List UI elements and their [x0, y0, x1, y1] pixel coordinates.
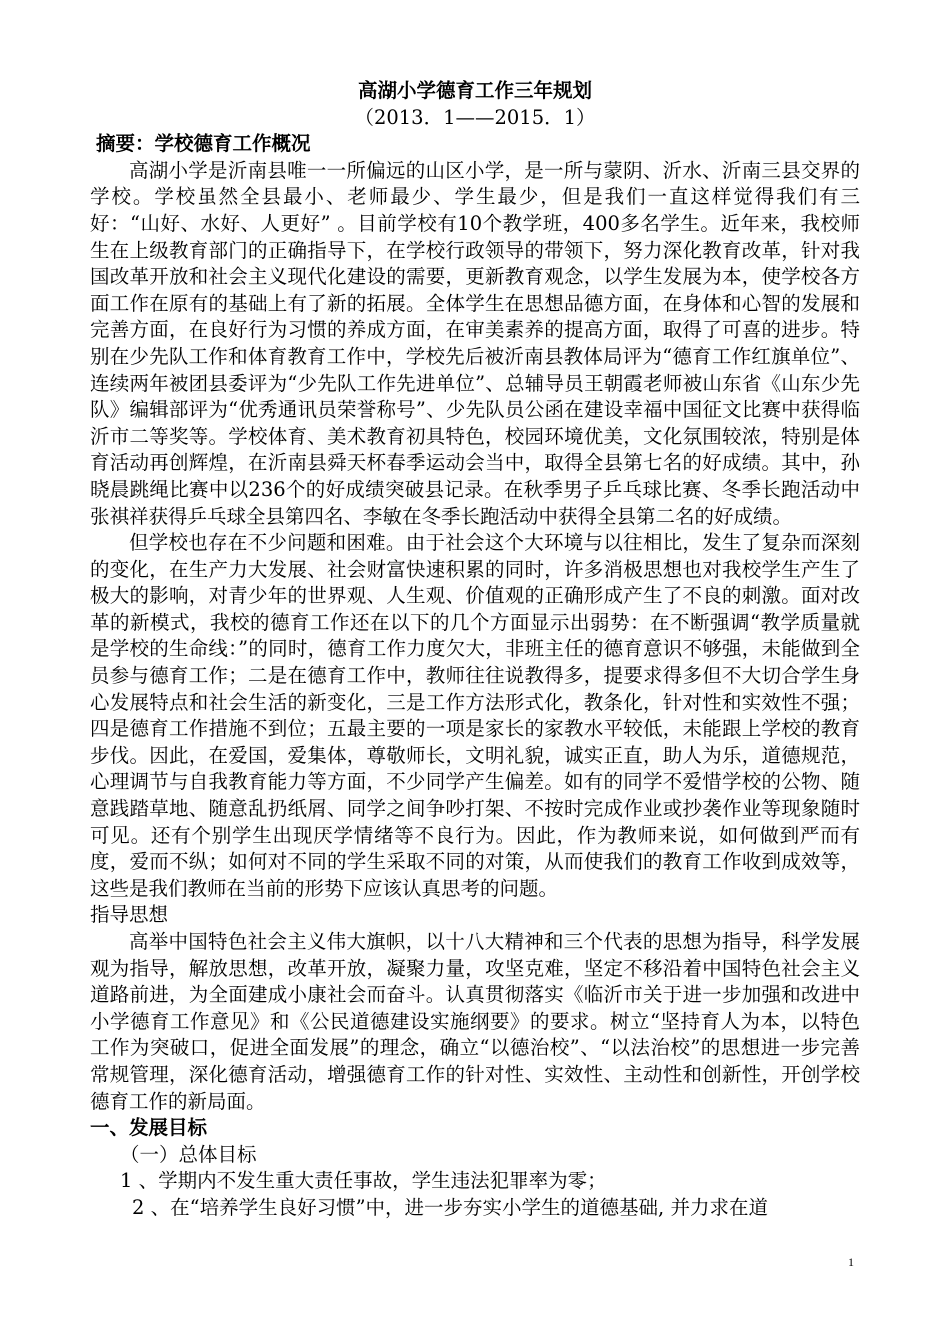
- summary-paragraph-1: 高湖小学是沂南县唯一一所偏远的山区小学，是一所与蒙阴、沂水、沂南三县交界的学校。学校虽然全县最小、老师最少、学生最少，但是我们一直这样觉得我们有三好：“山好、水好、人更好” 。目前学校有10个教学班，400多名学生。近年来，我校师生在上级教育部门的正确指导下，在学校行政领导的带领下，努力深化教育改革，针对我国改革开放和社会主义现代化建设的需要，更新教育观念，以学生发展为本，使学校各方面工作在原有的基础上有了新的拓展。全体学生在思想品德方面，在身体和心智的发展和完善方面，在良好行为习惯的养成方面，在审美素养的提高方面，取得了可喜的进步。特别在少先队工作和体育教育工作中，学校先后被沂南县教体局评为“德育工作红旗单位”、连续两年被团县委评为“少先队工作先进单位”、总辅导员王朝霞老师被山东省《山东少先队》编辑部评为“优秀通讯员荣誉称号”、少先队员公函在建设幸福中国征文比赛中获得临沂市二等奖等。学校体育、美术教育初具特色，校园环境优美，文化氛围较浓，特别是体育活动再创辉煌，在沂南县舜天杯春季运动会当中，取得全县第七名的好成绩。其中，孙晓晨跳绳比赛中以236个的好成绩突破县记录。在秋季男子乒乓球比赛、冬季长跑活动中张祺祥获得乒乓球全县第四名、李敏在冬季长跑活动中获得全县第二名的好成绩。: [90, 158, 860, 528]
- summary-paragraph-2: 但学校也存在不少问题和困难。由于社会这个大环境与以往相比，发生了复杂而深刻的变化，在生产力大发展、社会财富快速积累的同时，许多消极思想也对我校学生产生了极大的影响，对青少年的世界观、人生观、价值观的正确形成产生了不良的刺激。面对改革的新模式，我校的德育工作还在以下的几个方面显示出弱势：在不断强调“教学质量就是学校的生命线：”的同时，德育工作力度欠大，非班主任的德育意识不够强，未能做到全员参与德育工作；二是在德育工作中，教师往往说教得多，提要求得多但不大切合学生身心发展特点和社会生活的新变化，三是工作方法形式化，教条化，针对性和实效性不强；四是德育工作措施不到位；五最主要的一项是家长的家教水平较低，未能跟上学校的教育步伐。因此，在爱国，爱集体，尊敬师长，文明礼貌，诚实正直，助人为乐，道德规范，心理调节与自我教育能力等方面，不少同学产生偏差。如有的同学不爱惜学校的公物、随意践踏草地、随意乱扔纸屑、同学之间争吵打架、不按时完成作业或抄袭作业等现象随时可见。还有个别学生出现厌学情绪等不良行为。因此，作为教师来说，如何做到严而有度，爱而不纵；如何对不同的学生采取不同的对策，从而使我们的教育工作收到成效等，这些是我们教师在当前的形势下应该认真思考的问题。: [90, 531, 860, 900]
- page-subtitle: （2013．1——2015．1）: [354, 105, 596, 129]
- summary-heading: 摘要：学校德育工作概况: [96, 132, 311, 156]
- page-number: 1: [848, 1255, 854, 1269]
- guiding-heading: 指导思想: [90, 903, 169, 927]
- list-item: 1 、学期内不发生重大责任事故，学生违法犯罪率为零；: [120, 1169, 607, 1193]
- document-body: [90, 78, 860, 1222]
- subsection-heading-overall: （一）总体目标: [120, 1142, 257, 1166]
- list-item: 2 、在“培养学生良好习惯”中，进一步夯实小学生的道德基础, 并力求在道: [132, 1195, 768, 1219]
- section-heading-goals: 一、发展目标: [90, 1116, 208, 1140]
- guiding-paragraph: 高举中国特色社会主义伟大旗帜，以十八大精神和三个代表的思想为指导，科学发展观为指导，解放思想，改革开放，凝聚力量，攻坚克难，坚定不移沿着中国特色社会主义道路前进，为全面建成小康社会而奋斗。认真贯彻落实《临沂市关于进一步加强和改进中小学德育工作意见》和《公民道德建设实施纲要》的要求。树立“坚持育人为本，以特色工作为突破口，促进全面发展”的理念，确立“以德治校”、“以法治校”的思想进一步完善常规管理，深化德育活动，增强德育工作的针对性、实效性、主动性和创新性，开创学校德育工作的新局面。: [90, 930, 860, 1113]
- page-title: 高湖小学德育工作三年规划: [357, 79, 592, 102]
